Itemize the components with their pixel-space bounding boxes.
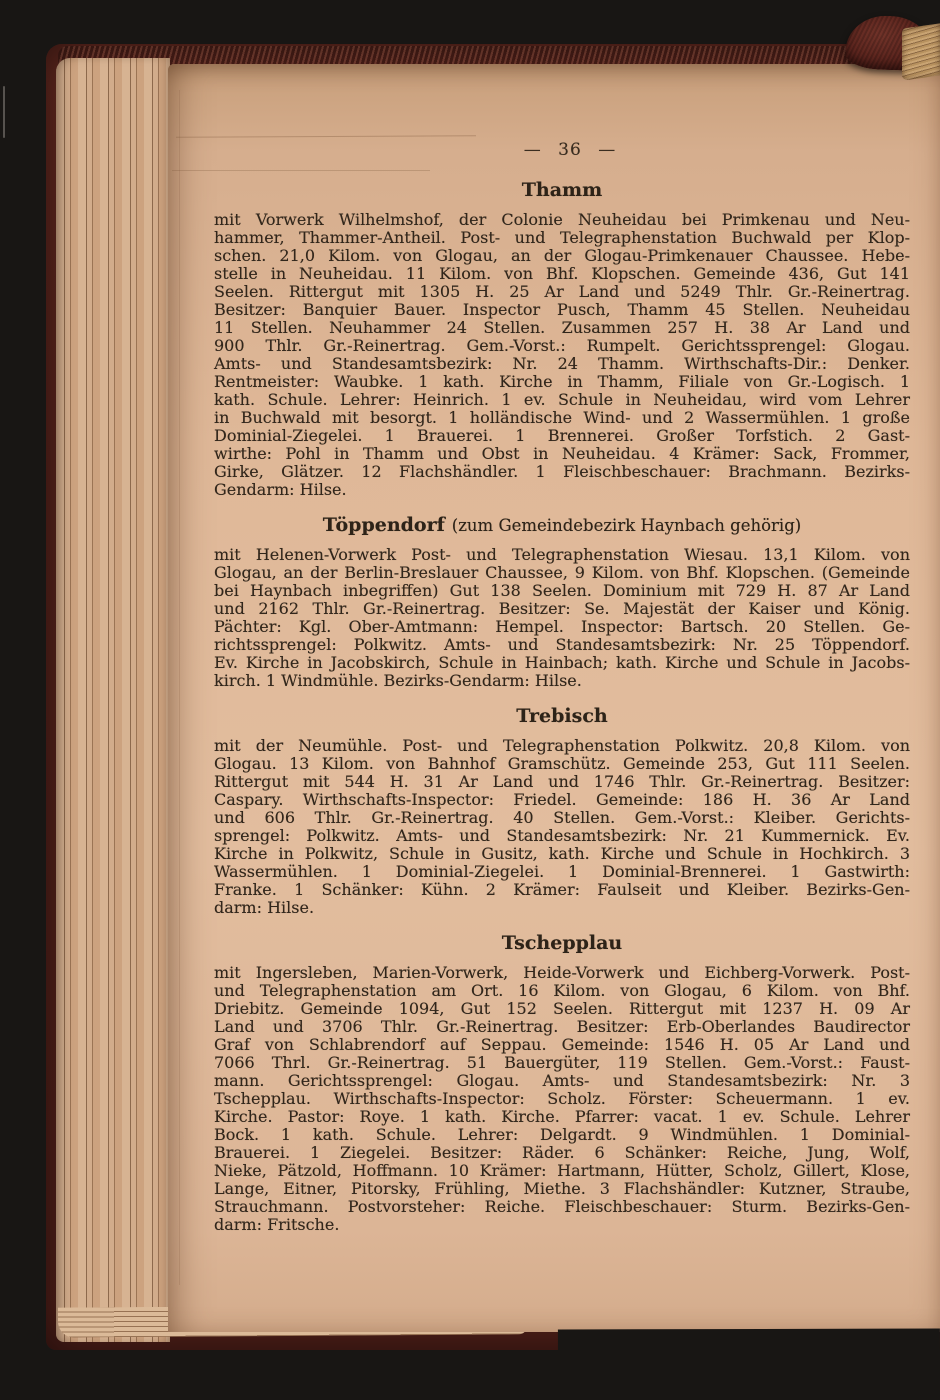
text-line: 900 Thlr. Gr.-Reinertrag. Gem.-Vorst.: Rumpelt. Gerichtssprengel: Glogau.: [214, 336, 910, 355]
text-line: sprengel: Polkwitz. Amts- und Standesamtsbezirk: Nr. 21 Kummernick. Ev.: [214, 826, 910, 845]
entry-title: Tschepplau: [501, 932, 623, 954]
text-line: hammer, Thammer-Antheil. Post- und Telegraphenstation Buchwald per Klop-: [214, 228, 910, 247]
entry-heading: [214, 178, 910, 203]
text-line: darm: Hilse.: [214, 898, 315, 917]
scanner-background-scratch: [3, 86, 5, 138]
gazetteer-entry-trebisch: [214, 704, 910, 917]
entry-body: [214, 964, 910, 1234]
page-text: [214, 140, 910, 1248]
text-line: Pächter: Kgl. Ober-Amtmann: Hempel. Inspector: Bartsch. 20 Stellen. Ge-: [214, 617, 910, 636]
text-line: Wassermühlen. 1 Dominial-Ziegelei. 1 Dominial-Brennerei. 1 Gastwirth:: [214, 862, 910, 881]
text-line: bei Haynbach inbegriffen) Gut 138 Seelen. Dominium mit 729 H. 87 Ar Land: [214, 581, 910, 600]
text-line: Graf von Schlabrendorf auf Seppau. Gemeinde: 1546 H. 05 Ar Land und: [214, 1035, 910, 1054]
gazetteer-entry-toeppendorf: [214, 513, 910, 690]
text-line: wirthe: Pohl in Thamm und Obst in Neuheidau. 4 Krämer: Sack, Frommer,: [214, 444, 910, 463]
gazetteer-entry-tschepplau: [214, 931, 910, 1234]
text-line: mann. Gerichtssprengel: Glogau. Amts- und Standesamtsbezirk: Nr. 3: [214, 1071, 910, 1090]
entry-body: [214, 546, 910, 690]
entry-body: [214, 737, 910, 917]
text-line: Bock. 1 kath. Schule. Lehrer: Delgardt. 9 Windmühlen. 1 Dominial-: [214, 1125, 910, 1144]
text-line: Rentmeister: Waubke. 1 kath. Kirche in Thamm, Filiale von Gr.-Logisch. 1: [214, 372, 910, 391]
text-line: Gendarm: Hilse.: [214, 480, 347, 499]
text-line: 7066 Thrl. Gr.-Reinertrag. 51 Bauergüter, 119 Stellen. Gem.-Vorst.: Faust-: [214, 1053, 910, 1072]
text-line: Glogau. 13 Kilom. von Bahnhof Gramschütz. Gemeinde 253, Gut 111 Seelen.: [214, 754, 910, 773]
text-line: Kirche. Pastor: Roye. 1 kath. Kirche. Pfarrer: vacat. 1 ev. Schule. Lehrer: [214, 1107, 910, 1126]
text-line: Ev. Kirche in Jacobskirch, Schule in Hainbach; kath. Kirche und Schule in Jacobs-: [214, 653, 910, 672]
entry-title: Töppendorf: [322, 514, 445, 536]
entry-heading: [214, 513, 910, 538]
text-line: darm: Fritsche.: [214, 1215, 340, 1234]
text-line: Besitzer: Banquier Bauer. Inspector Pusch, Thamm 45 Stellen. Neuheidau: [214, 300, 910, 319]
text-line: und 606 Thlr. Gr.-Reinertrag. 40 Stellen. Gem.-Vorst.: Kleiber. Gerichts-: [214, 808, 910, 827]
text-line: Franke. 1 Schänker: Kühn. 2 Krämer: Faulseit und Kleiber. Bezirks-Gen-: [214, 880, 910, 899]
text-line: richtssprengel: Polkwitz. Amts- und Standesamtsbezirk: Nr. 25 Töppendorf.: [214, 635, 910, 654]
text-line: Rittergut mit 544 H. 31 Ar Land und 1746 Thlr. Gr.-Reinertrag. Besitzer:: [214, 772, 910, 791]
text-line: Amts- und Standesamtsbezirk: Nr. 24 Thamm. Wirthschafts-Dir.: Denker.: [214, 354, 910, 373]
entry-heading: [214, 704, 910, 729]
page-stack-left-edges: [56, 58, 170, 1342]
text-line: Glogau, an der Berlin-Breslauer Chaussee, 9 Kilom. von Bhf. Klopschen. (Gemeinde: [214, 563, 910, 582]
text-line: kirch. 1 Windmühle. Bezirks-Gendarm: Hilse.: [214, 671, 582, 690]
entry-subtitle: (zum Gemeindebezirk Haynbach gehörig): [451, 516, 802, 535]
text-line: in Buchwald mit besorgt. 1 holländische Wind- und 2 Wassermühlen. 1 große: [214, 408, 910, 427]
text-line: Seelen. Rittergut mit 1305 H. 25 Ar Land und 5249 Thlr. Gr.-Reinertrag.: [214, 282, 910, 301]
text-line: Dominial-Ziegelei. 1 Brauerei. 1 Brennerei. Großer Torfstich. 2 Gast-: [214, 426, 910, 445]
text-line: und 2162 Thlr. Gr.-Reinertrag. Besitzer: Se. Majestät der Kaiser und König.: [214, 599, 910, 618]
text-line: mit Ingersleben, Marien-Vorwerk, Heide-Vorwerk und Eichberg-Vorwerk. Post-: [214, 963, 910, 982]
text-line: Kirche in Polkwitz, Schule in Gusitz, kath. Kirche und Schule in Hochkirch. 3: [214, 844, 910, 863]
text-line: mit Helenen-Vorwerk Post- und Telegraphenstation Wiesau. 13,1 Kilom. von: [214, 545, 910, 564]
gilded-page-block-edge: [902, 23, 940, 80]
text-line: Driebitz. Gemeinde 1094, Gut 152 Seelen. Rittergut mit 1237 H. 09 Ar: [214, 999, 910, 1018]
text-line: schen. 21,0 Kilom. von Glogau, an der Glogau-Primkenauer Chaussee. Hebe-: [214, 246, 910, 265]
text-line: Nieke, Pätzold, Hoffmann. 10 Krämer: Hartmann, Hütter, Scholz, Gillert, Klose,: [214, 1161, 910, 1180]
text-line: Caspary. Wirthschafts-Inspector: Friedel. Gemeinde: 186 H. 36 Ar Land: [214, 790, 910, 809]
text-line: und Telegraphenstation am Ort. 16 Kilom. von Glogau, 6 Kilom. von Bhf.: [214, 981, 910, 1000]
text-line: Lange, Eitner, Pitorsky, Frühling, Miethe. 3 Flachshändler: Kutzner, Straube,: [214, 1179, 910, 1198]
sheet-edge-line: [179, 90, 180, 1285]
photo-crop-shadow: [558, 1329, 940, 1400]
text-line: Strauchmann. Postvorsteher: Reiche. Fleischbeschauer: Sturm. Bezirks-Gen-: [214, 1197, 910, 1216]
entry-title: Thamm: [521, 179, 603, 201]
entry-body: [214, 211, 910, 499]
text-line: mit Vorwerk Wilhelmshof, der Colonie Neuheidau bei Primkenau und Neu-: [214, 210, 910, 229]
page-number: — 36 —: [523, 140, 617, 160]
entry-title: Trebisch: [516, 705, 608, 727]
text-line: kath. Schule. Lehrer: Heinrich. 1 ev. Schule in Neuheidau, wird vom Lehrer: [214, 390, 910, 409]
text-line: Land und 3706 Thlr. Gr.-Reinertrag. Besitzer: Erb-Oberlandes Baudirector: [214, 1017, 910, 1036]
text-line: stelle in Neuheidau. 11 Kilom. von Bhf. Klopschen. Gemeinde 436, Gut 141: [214, 264, 910, 283]
text-line: Brauerei. 1 Ziegelei. Besitzer: Räder. 6 Schänker: Reiche, Jung, Wolf,: [214, 1143, 910, 1162]
text-line: Tschepplau. Wirthschafts-Inspector: Scholz. Förster: Scheuermann. 1 ev.: [214, 1089, 910, 1108]
text-line: 11 Stellen. Neuhammer 24 Stellen. Zusammen 257 H. 38 Ar Land und: [214, 318, 910, 337]
text-line: Girke, Glätzer. 12 Flachshändler. 1 Fleischbeschauer: Brachmann. Bezirks-: [214, 462, 910, 481]
text-line: mit der Neumühle. Post- und Telegraphenstation Polkwitz. 20,8 Kilom. von: [214, 736, 910, 755]
gazetteer-entry-thamm: [214, 178, 910, 499]
entry-heading: [214, 931, 910, 956]
